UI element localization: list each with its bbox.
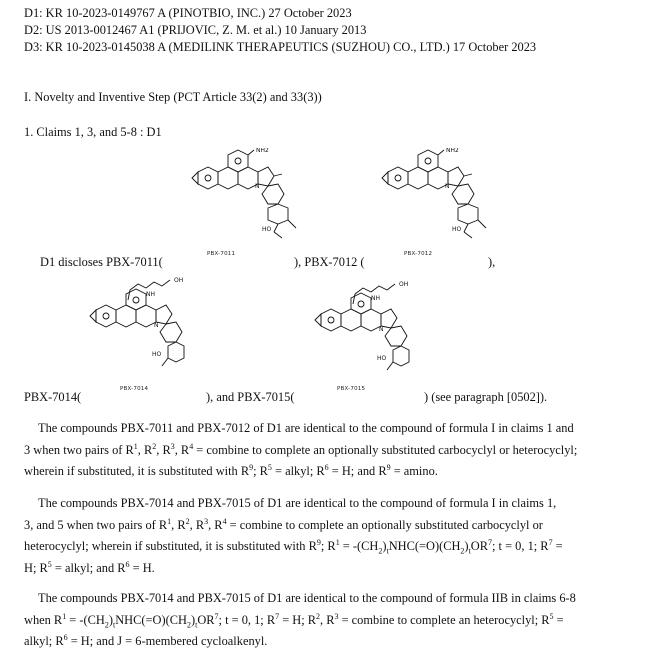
reference-d1: D1: KR 10-2023-0149767 A (PINOTBIO, INC.) 27 October 2023 bbox=[24, 6, 352, 20]
disclosure-lead-2: PBX-7014( bbox=[24, 390, 82, 404]
svg-text:HO: HO bbox=[152, 351, 162, 358]
reference-d2: D2: US 2013-0012467 A1 (PRIJOVIC, Z. M. et al.) 10 January 2013 bbox=[24, 23, 367, 37]
disclosure-end-2: ) (see paragraph [0502]). bbox=[424, 390, 548, 404]
svg-text:OH: OH bbox=[399, 281, 409, 288]
section-heading: I. Novelty and Inventive Step (PCT Article 33(2) and 33(3)) bbox=[24, 90, 322, 104]
svg-text:N: N bbox=[255, 183, 260, 190]
caption-pbx-7014: PBX-7014 bbox=[120, 386, 149, 392]
disclosure-lead-1: D1 discloses PBX-7011( bbox=[40, 255, 163, 269]
svg-text:HO: HO bbox=[452, 226, 462, 233]
svg-text:NH2: NH2 bbox=[256, 148, 269, 154]
svg-text:N: N bbox=[154, 322, 159, 329]
svg-text:HO: HO bbox=[262, 226, 272, 233]
svg-text:N: N bbox=[445, 183, 450, 190]
disclosure-mid-2: ), and PBX-7015( bbox=[206, 390, 295, 404]
caption-pbx-7012: PBX-7012 bbox=[404, 251, 433, 257]
svg-text:HO: HO bbox=[377, 355, 387, 362]
paragraph-pbx-7014-7015-formula-iib: The compounds PBX-7014 and PBX-7015 of D1 are identical to the compound of formula IIB in claims 6-8 when $R^1 = -(CH_2)_tNHC(=O)(CH_2)_tOR^7$; t = 0, 1; $R^7 = H$; $R^2$, $R^3$ = combine to complete an heterocyclyl; $R^5$ = alkyl; $R^6 = H$; and J = 6-membered cycloalkenyl. bbox=[24, 591, 576, 648]
svg-text:NH: NH bbox=[146, 291, 155, 298]
structure-pbx-7014 bbox=[80, 270, 220, 370]
structure-pbx-7011 bbox=[180, 148, 330, 244]
disclosure-mid-1: ), PBX-7012 ( bbox=[294, 255, 365, 269]
svg-text:NH2: NH2 bbox=[446, 148, 459, 154]
disclosure-end-1: ), bbox=[488, 255, 496, 269]
caption-pbx-7015: PBX-7015 bbox=[337, 386, 366, 392]
reference-d3: D3: KR 10-2023-0145038 A (MEDILINK THERAPEUTICS (SUZHOU) CO., LTD.) 17 October 2023 bbox=[24, 40, 537, 54]
structure-pbx-7012 bbox=[370, 148, 520, 244]
claims-subheading: 1. Claims 1, 3, and 5-8 : D1 bbox=[24, 125, 162, 139]
paragraph-pbx-7014-7015-formula-i: The compounds PBX-7014 and PBX-7015 of D1 are identical to the compound of formula I in claims 1, 3, and 5 when two pairs of $R^1$, $R^2$, $R^3$, $R^4$ = combine to complete an optionally substituted carbocyclyl or heterocyclyl; wherein if substituted, it is substituted with $R^9$; $R^1 = -(CH_2)_tNHC(=O)(CH_2)_tOR^7$; t = 0, 1; $R^7$ = H; $R^5$ = alkyl; and $R^6 = H$. bbox=[24, 496, 563, 575]
svg-text:NH: NH bbox=[371, 295, 380, 302]
svg-text:N: N bbox=[379, 326, 384, 333]
caption-pbx-7011: PBX-7011 bbox=[207, 251, 236, 257]
paragraph-pbx-7011-7012: The compounds PBX-7011 and PBX-7012 of D1 are identical to the compound of formula I in claims 1 and 3 when two pairs of $R^1$, $R^2$, $R^3$, $R^4$ = combine to complete an optionally substituted carbocyclyl or heterocyclyl; wherein if substituted, it is substituted with $R^9$; $R^5$ = alkyl; $R^6 = H$; and $R^9 = amino$. bbox=[24, 421, 578, 478]
structure-pbx-7015 bbox=[305, 274, 445, 374]
svg-text:OH: OH bbox=[174, 277, 184, 284]
